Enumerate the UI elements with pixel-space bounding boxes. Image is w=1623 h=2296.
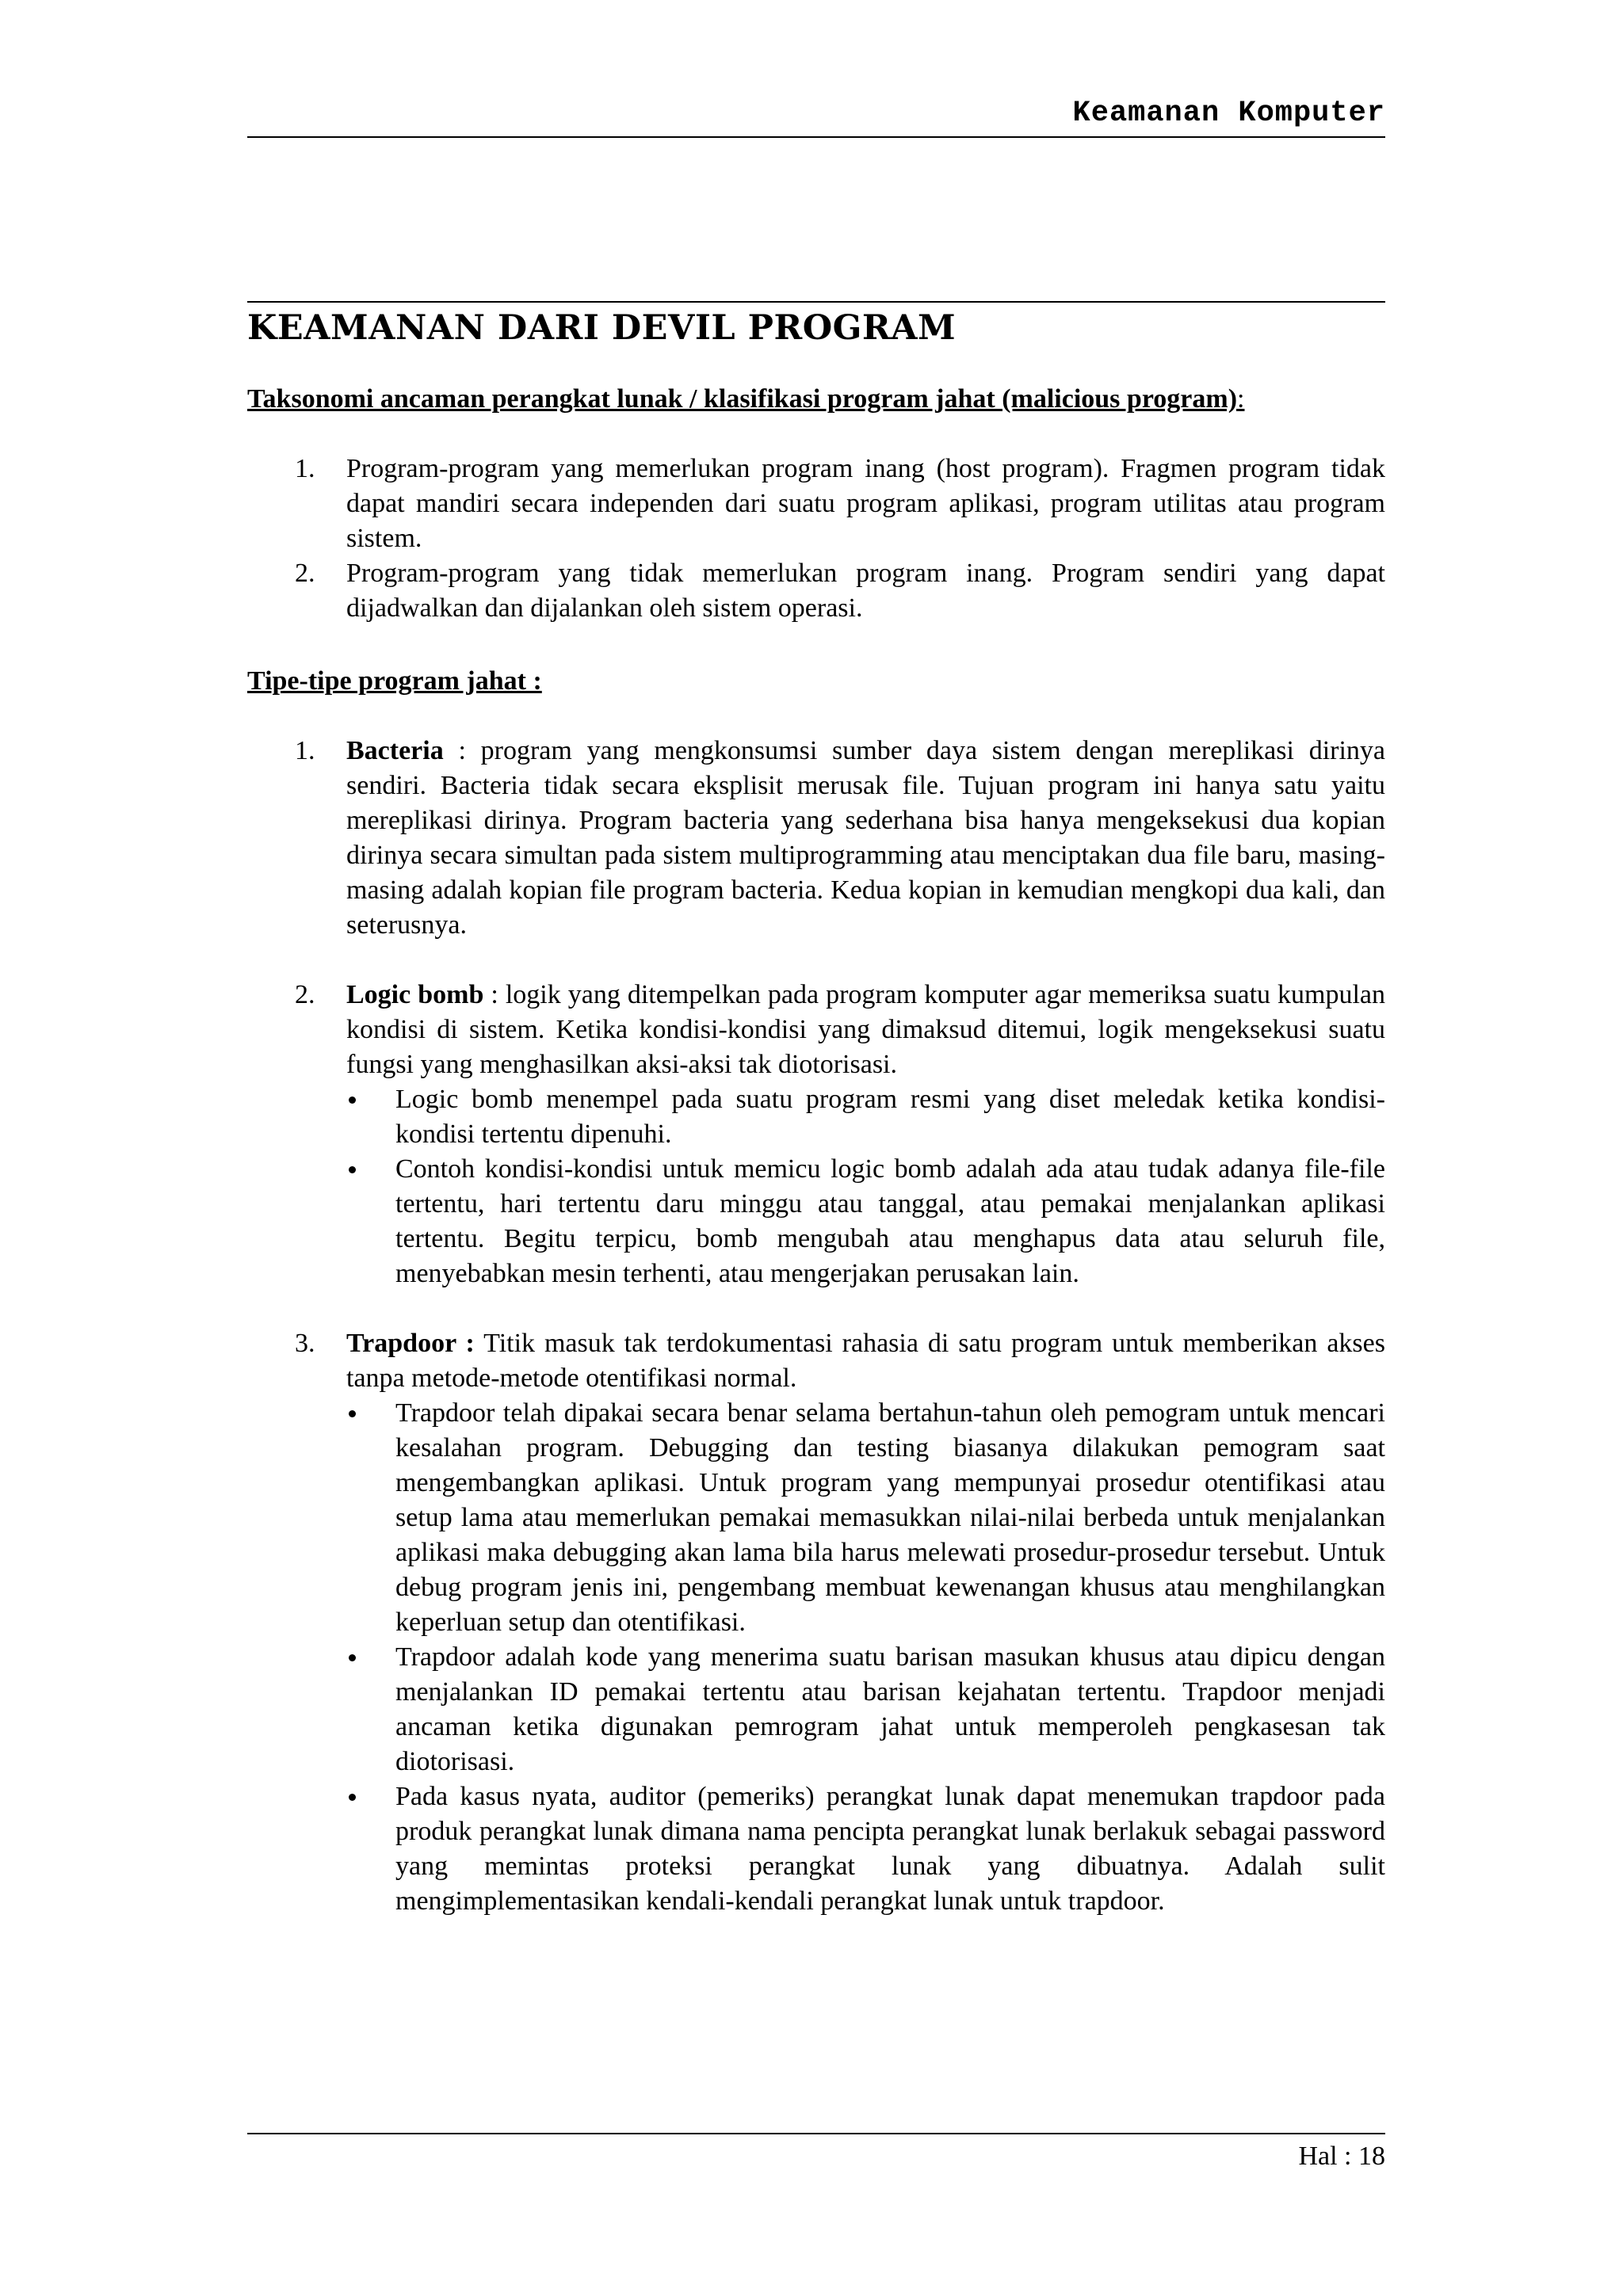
bullet-item: [346, 1396, 1385, 1640]
type-description: Titik masuk tak terdokumentasi rahasia di satu program untuk memberikan akses tanpa metode-metode otentifikasi normal.: [346, 1329, 1385, 1393]
bullet-dot-icon: [349, 1166, 356, 1173]
bullet-text: Trapdoor adalah kode yang menerima suatu barisan masukan khusus atau dipicu dengan menjalankan ID pemakai tertentu atau barisan kejahatan tertentu. Trapdoor menjadi ancaman ketika digunakan pemrogram jahat untuk memperoleh pengkasesan tak diotorisasi.: [395, 1642, 1385, 1776]
main-content: [247, 306, 1385, 1919]
type-term: Logic bomb: [346, 980, 484, 1009]
page-title: KEAMANAN DARI DEVIL PROGRAM: [247, 308, 957, 348]
types-list: [247, 734, 1385, 1919]
taxonomy-heading: [247, 382, 1385, 417]
bullet-dot-icon: [349, 1097, 356, 1104]
type-term: Bacteria: [346, 736, 444, 765]
bullet-item: [346, 1640, 1385, 1779]
bullet-list: [346, 1082, 1385, 1291]
list-number: 2.: [295, 980, 315, 1009]
type-item-bacteria: [247, 734, 1385, 943]
list-item: [247, 556, 1385, 626]
list-number: 3.: [295, 1329, 315, 1358]
type-item-trapdoor: [247, 1326, 1385, 1919]
list-number: 2.: [295, 559, 315, 588]
page-number: Hal : 18: [1298, 2142, 1385, 2171]
bullet-text: Trapdoor telah dipakai secara benar selama bertahun-tahun oleh pemogram untuk mencari kesalahan program. Debugging dan testing biasanya dilakukan pemogram saat mengembangkan aplikasi. Untuk program yang mempunyai prosedur otentifikasi atau setup lama atau memerlukan pemakai memasukkan nilai-nilai berbeda untuk menjalankan aplikasi maka debugging akan lama bila harus melewati prosedur-prosedur tersebut. Untuk debug program jenis ini, pengembang membuat kewenangan khusus atau menghilangkan keperluan setup dan otentifikasi.: [395, 1398, 1385, 1637]
header-rule: [247, 136, 1385, 138]
list-number: 1.: [295, 736, 315, 765]
list-item: [247, 452, 1385, 556]
bullet-text: Pada kasus nyata, auditor (pemeriks) perangkat lunak dapat menemukan trapdoor pada produk perangkat lunak dimana nama pencipta perangkat lunak berlakuk sebagai password yang memintas proteksi perangkat lunak yang dibuatnya. Adalah sulit mengimplementasikan kendali-kendali perangkat lunak untuk trapdoor.: [395, 1782, 1385, 1916]
taxonomy-list: [247, 452, 1385, 626]
types-heading: Tipe-tipe program jahat :: [247, 666, 542, 696]
bullet-dot-icon: [349, 1794, 356, 1801]
bullet-text: Contoh kondisi-kondisi untuk memicu logic bomb adalah ada atau tudak adanya file-file tertentu, hari tertentu daru minggu atau tanggal, atau pemakai menjalankan aplikasi tertentu. Begitu terpicu, bomb mengubah atau menghapus data atau seluruh file, menyebabkan mesin terhenti, atau mengerjakan perusakan lain.: [395, 1154, 1385, 1288]
taxonomy-heading-text: Taksonomi ancaman perangkat lunak / klasifikasi program jahat (malicious program): [247, 384, 1238, 414]
footer-rule: [247, 2133, 1385, 2134]
bullet-dot-icon: [349, 1654, 356, 1661]
bullet-dot-icon: [349, 1410, 356, 1417]
type-item-logic-bomb: [247, 978, 1385, 1291]
type-description: : logik yang ditempelkan pada program komputer agar memeriksa suatu kumpulan kondisi di sistem. Ketika kondisi-kondisi yang dimaksud ditemui, logik mengeksekusi suatu fungsi yang menghasilkan aksi-aksi tak diotorisasi.: [346, 980, 1386, 1079]
list-number: 1.: [295, 454, 315, 483]
bullet-text: Logic bomb menempel pada suatu program resmi yang diset meledak ketika kondisi-kondisi tertentu dipenuhi.: [395, 1085, 1385, 1149]
taxonomy-heading-colon: :: [1237, 384, 1245, 414]
list-item-text: Program-program yang memerlukan program inang (host program). Fragmen program tidak dapat mandiri secara independen dari suatu program aplikasi, program utilitas atau program sistem.: [346, 454, 1385, 553]
running-header: Keamanan Komputer: [1072, 97, 1385, 130]
title-rule: [247, 301, 1385, 303]
type-term: Trapdoor :: [346, 1329, 475, 1358]
bullet-item: [346, 1082, 1385, 1152]
bullet-list: [346, 1396, 1385, 1919]
list-item-text: Program-program yang tidak memerlukan program inang. Program sendiri yang dapat dijadwalkan dan dijalankan oleh sistem operasi.: [346, 559, 1385, 623]
bullet-item: [346, 1152, 1385, 1291]
type-description: : program yang mengkonsumsi sumber daya sistem dengan mereplikasi dirinya sendiri. Bacteria tidak secara eksplisit merusak file. Tujuan program ini hanya satu yaitu mereplikasi dirinya. Program bacteria yang sederhana bisa hanya mengeksekusi dua kopian dirinya secara simultan pada sistem multiprogramming atau menciptakan dua file baru, masing-masing adalah kopian file program bacteria. Kedua kopian in kemudian mengkopi dua kali, dan seterusnya.: [346, 736, 1385, 940]
bullet-item: [346, 1779, 1385, 1919]
